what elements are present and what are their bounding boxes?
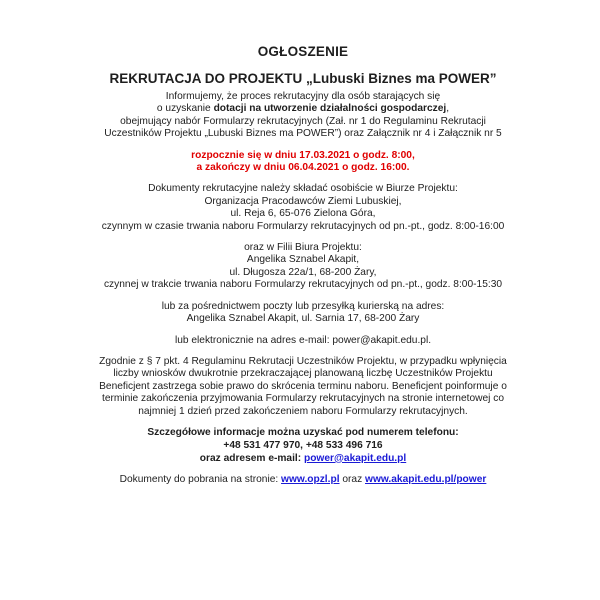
downloads-separator: oraz [339, 474, 366, 486]
intro-line-4: Uczestników Projektu „Lubuski Biznes ma POWER”) oraz Załącznik nr 4 i Załącznik nr 5 [104, 128, 502, 140]
branch-hours: czynnej w trakcie trwania naboru Formularzy rekrutacyjnych od pn.-pt., godz. 8:00-15:30 [103, 279, 503, 291]
regulation-line-3: Beneficjent zastrzega sobie prawo do skrócenia terminu naboru. Beneficjent poinformuje o [99, 380, 507, 392]
branch-paragraph [55, 242, 551, 292]
intro-line-3: obejmujący nabór Formularzy rekrutacyjnych (Zał. nr 1 do Regulaminu Rekrutacji [120, 115, 486, 127]
announcement-document [55, 44, 551, 496]
post-paragraph [55, 301, 551, 326]
downloads-paragraph [55, 474, 551, 486]
recruitment-end-date: a zakończy w dniu 06.04.2021 o godz. 16:00. [196, 162, 410, 174]
opzl-link[interactable]: www.opzl.pl [281, 474, 340, 486]
intro-line-2-end: , [446, 103, 450, 115]
intro-paragraph [55, 91, 551, 141]
contact-email-link[interactable]: power@akapit.edu.pl [303, 452, 407, 464]
office-hours: czynnym w czasie trwania naboru Formularzy rekrutacyjnych od pn.-pt., godz. 8:00-16:00 [101, 220, 505, 232]
downloads-label: Dokumenty do pobrania na stronie: [119, 474, 282, 486]
contact-phones: +48 531 477 970, +48 533 496 716 [223, 439, 383, 451]
regulation-line-4: terminie zakończenia przyjmowania Formularzy rekrutacyjnych na stronie internetowej co [101, 393, 504, 405]
contact-email-label: oraz adresem e-mail: [199, 452, 304, 464]
office-line-2: Organizacja Pracodawców Ziemi Lubuskiej, [204, 195, 402, 207]
office-line-1: Dokumenty rekrutacyjne należy składać osobiście w Biurze Projektu: [148, 183, 458, 195]
intro-line-2-start: o uzyskanie [156, 103, 214, 115]
email-line: lub elektronicznie na adres e-mail: power@akapit.edu.pl. [174, 334, 432, 346]
branch-line-2: Angelika Sznabel Akapit, [246, 254, 360, 266]
intro-grant-emphasis: dotacji na utworzenie działalności gospodarczej [213, 103, 447, 115]
contact-email-line [55, 453, 551, 466]
intro-line-1: Informujemy, że proces rekrutacyjny dla osób starających się [165, 91, 441, 102]
page-subtitle: REKRUTACJA DO PROJEKTU „Lubuski Biznes ma POWER” [109, 71, 497, 86]
branch-line-3: ul. Długosza 22a/1, 68-200 Żary, [229, 266, 377, 278]
email-paragraph [55, 335, 551, 347]
recruitment-start-date: rozpocznie się w dniu 17.03.2021 o godz. 8:00, [191, 149, 415, 161]
downloads-line [55, 474, 551, 486]
regulation-line-5: najmniej 1 dzień przed zakończeniem naboru Formularzy rekrutacyjnych. [138, 405, 468, 417]
post-line-2: Angelika Sznabel Akapit, ul. Sarnia 17, 68-200 Żary [186, 313, 420, 325]
post-line-1: lub za pośrednictwem poczty lub przesyłką kurierską na adres: [161, 300, 445, 312]
office-line-3: ul. Reja 6, 65-076 Zielona Góra, [230, 208, 376, 220]
regulation-paragraph [55, 356, 551, 418]
regulation-line-1: Zgodnie z § 7 pkt. 4 Regulaminu Rekrutacji Uczestników Projektu, w przypadku wpłynięcia [99, 355, 507, 367]
recruitment-dates [55, 150, 551, 175]
regulation-line-2: liczby wniosków dwukrotnie przekraczającej planowaną liczbę Uczestników Projektu [113, 368, 493, 380]
page-title: OGŁOSZENIE [257, 44, 349, 59]
akapit-power-link[interactable]: www.akapit.edu.pl/power [365, 474, 487, 486]
intro-line-2 [55, 103, 551, 115]
contact-paragraph [55, 427, 551, 465]
office-paragraph [55, 183, 551, 233]
branch-line-1: oraz w Filii Biura Projektu: [244, 242, 362, 254]
contact-heading: Szczegółowe informacje można uzyskać pod numerem telefonu: [147, 426, 459, 438]
